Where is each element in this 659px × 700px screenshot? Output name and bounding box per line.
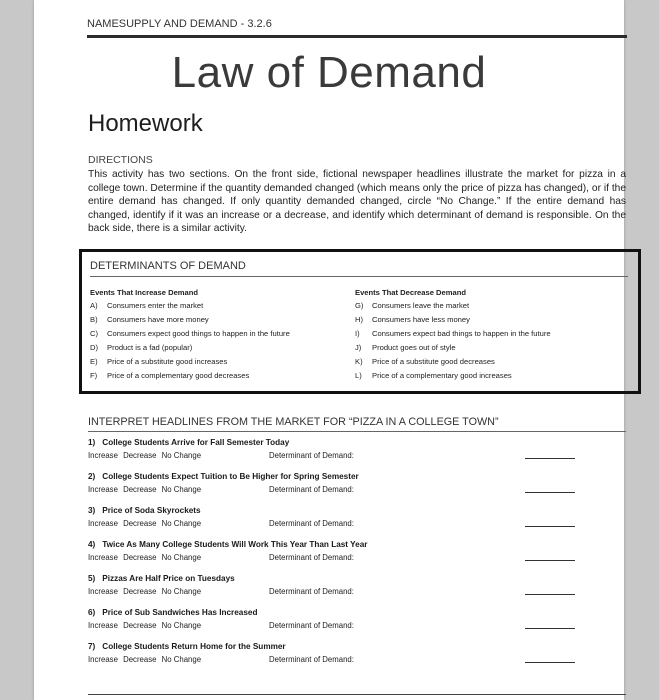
item-text: Consumers have less money <box>372 315 470 324</box>
name-label: NAME <box>87 18 119 30</box>
list-item <box>355 315 633 329</box>
decrease-heading: Events That Decrease Demand <box>355 288 466 297</box>
determinant-label: Determinant of Demand: <box>269 587 354 596</box>
item-letter: J) <box>355 343 362 352</box>
list-item <box>90 343 350 357</box>
worksheet-page <box>34 0 624 700</box>
question-item <box>88 574 578 604</box>
no-change-option[interactable]: No Change <box>161 587 202 596</box>
question-headline <box>88 608 578 617</box>
no-change-option[interactable]: No Change <box>161 451 202 460</box>
interpret-title: INTERPRET HEADLINES FROM THE MARKET FOR “PIZZA IN A COLLEGE TOWN” <box>88 416 499 428</box>
question-number: 1) <box>88 438 96 447</box>
question-headline <box>88 506 578 515</box>
list-item <box>90 301 350 315</box>
list-item <box>90 329 350 343</box>
no-change-option[interactable]: No Change <box>161 519 202 528</box>
item-letter: D) <box>90 343 99 352</box>
determinants-title: DETERMINANTS OF DEMAND <box>90 260 246 272</box>
item-text: Consumers have more money <box>107 315 209 324</box>
interpret-rule <box>88 431 626 432</box>
question-text: Price of Soda Skyrockets <box>102 506 201 515</box>
question-number: 5) <box>88 574 96 583</box>
item-letter: I) <box>355 329 360 338</box>
list-item <box>90 357 350 371</box>
no-change-option[interactable]: No Change <box>161 621 202 630</box>
question-headline <box>88 540 578 549</box>
question-item <box>88 438 578 468</box>
question-text: College Students Expect Tuition to Be Higher for Spring Semester <box>102 472 359 481</box>
item-letter: K) <box>355 357 363 366</box>
list-item <box>90 315 350 329</box>
bottom-rule <box>88 694 626 695</box>
question-headline <box>88 574 578 583</box>
increase-option[interactable]: Increase <box>88 485 118 494</box>
increase-option[interactable]: Increase <box>88 587 118 596</box>
question-number: 3) <box>88 506 96 515</box>
increase-option[interactable]: Increase <box>88 553 118 562</box>
item-text: Consumers expect good things to happen in the future <box>107 329 290 338</box>
increase-option[interactable]: Increase <box>88 519 118 528</box>
item-text: Product is a fad (popular) <box>107 343 193 352</box>
answer-blank[interactable] <box>525 526 575 527</box>
answer-blank[interactable] <box>525 628 575 629</box>
answer-blank[interactable] <box>525 492 575 493</box>
decrease-column <box>355 288 633 385</box>
item-text: Consumers enter the market <box>107 301 204 310</box>
answer-options <box>88 621 578 633</box>
item-text: Price of a substitute good increases <box>107 357 228 366</box>
question-text: Pizzas Are Half Price on Tuesdays <box>102 574 235 583</box>
question-number: 6) <box>88 608 96 617</box>
decrease-option[interactable]: Decrease <box>123 553 157 562</box>
increase-column <box>90 288 350 385</box>
question-number: 2) <box>88 472 96 481</box>
item-text: Price of a substitute good decreases <box>372 357 495 366</box>
answer-options <box>88 451 578 463</box>
answer-blank[interactable] <box>525 560 575 561</box>
answer-options <box>88 553 578 565</box>
question-headline <box>88 472 578 481</box>
answer-blank[interactable] <box>525 662 575 663</box>
question-item <box>88 540 578 570</box>
directions-text: This activity has two sections. On the front side, fictional newspaper headlines illustrate the market for pizza in a college town. Determine if the quantity demanded changed (which means only the price of pizza has changed), or if the entire demand has changed. If only quantity demanded changed, circle “No Change.” If the entire demand has changed, identify if it was an increase or a decrease, and identify which determinant of demand is responsible. On the back side, there is a similar activity. <box>88 169 626 234</box>
header-line <box>87 18 272 30</box>
no-change-option[interactable]: No Change <box>161 553 202 562</box>
item-text: Consumers expect bad things to happen in the future <box>372 329 551 338</box>
answer-blank[interactable] <box>525 458 575 459</box>
decrease-option[interactable]: Decrease <box>123 485 157 494</box>
item-letter: L) <box>355 371 362 380</box>
item-text: Price of a complementary good decreases <box>107 371 250 380</box>
question-number: 4) <box>88 540 96 549</box>
list-item <box>355 343 633 357</box>
determinants-rule <box>90 276 628 277</box>
item-letter: A) <box>90 301 98 310</box>
decrease-option[interactable]: Decrease <box>123 587 157 596</box>
determinant-label: Determinant of Demand: <box>269 485 354 494</box>
determinant-label: Determinant of Demand: <box>269 655 354 664</box>
determinant-label: Determinant of Demand: <box>269 553 354 562</box>
item-letter: H) <box>355 315 364 324</box>
answer-options <box>88 485 578 497</box>
list-item <box>355 371 633 385</box>
question-number: 7) <box>88 642 96 651</box>
question-item <box>88 472 578 502</box>
header-rule <box>87 35 627 38</box>
item-letter: F) <box>90 371 98 380</box>
question-text: College Students Return Home for the Summer <box>102 642 286 651</box>
question-text: College Students Arrive for Fall Semester Today <box>102 438 290 447</box>
decrease-option[interactable]: Decrease <box>123 621 157 630</box>
increase-option[interactable]: Increase <box>88 655 118 664</box>
determinants-box <box>79 249 641 394</box>
answer-options <box>88 519 578 531</box>
page-title: Law of Demand <box>171 48 487 97</box>
item-letter: G) <box>355 301 364 310</box>
list-item <box>90 371 350 385</box>
item-text: Product goes out of style <box>372 343 456 352</box>
increase-option[interactable]: Increase <box>88 621 118 630</box>
question-text: Price of Sub Sandwiches Has Increased <box>102 608 258 617</box>
no-change-option[interactable]: No Change <box>161 655 202 664</box>
item-text: Price of a complementary good increases <box>372 371 512 380</box>
question-headline <box>88 438 578 447</box>
item-letter: B) <box>90 315 98 324</box>
determinant-label: Determinant of Demand: <box>269 621 354 630</box>
decrease-option[interactable]: Decrease <box>123 655 157 664</box>
question-text: Twice As Many College Students Will Work This Year Than Last Year <box>102 540 368 549</box>
page-subtitle: Homework <box>88 110 203 137</box>
no-change-option[interactable]: No Change <box>161 485 202 494</box>
question-item <box>88 608 578 638</box>
increase-heading: Events That Increase Demand <box>90 288 199 297</box>
determinant-label: Determinant of Demand: <box>269 519 354 528</box>
unit-title: SUPPLY AND DEMAND - 3.2.6 <box>118 18 272 30</box>
list-item <box>355 301 633 315</box>
list-item <box>355 329 633 343</box>
determinant-label: Determinant of Demand: <box>269 451 354 460</box>
directions-heading: DIRECTIONS <box>88 154 153 166</box>
answer-blank[interactable] <box>525 594 575 595</box>
item-text: Consumers leave the market <box>372 301 470 310</box>
item-letter: E) <box>90 357 98 366</box>
item-letter: C) <box>90 329 99 338</box>
question-item <box>88 642 578 672</box>
answer-options <box>88 587 578 599</box>
decrease-option[interactable]: Decrease <box>123 451 157 460</box>
answer-options <box>88 655 578 667</box>
question-item <box>88 506 578 536</box>
list-item <box>355 357 633 371</box>
question-headline <box>88 642 578 651</box>
increase-option[interactable]: Increase <box>88 451 118 460</box>
decrease-option[interactable]: Decrease <box>123 519 157 528</box>
